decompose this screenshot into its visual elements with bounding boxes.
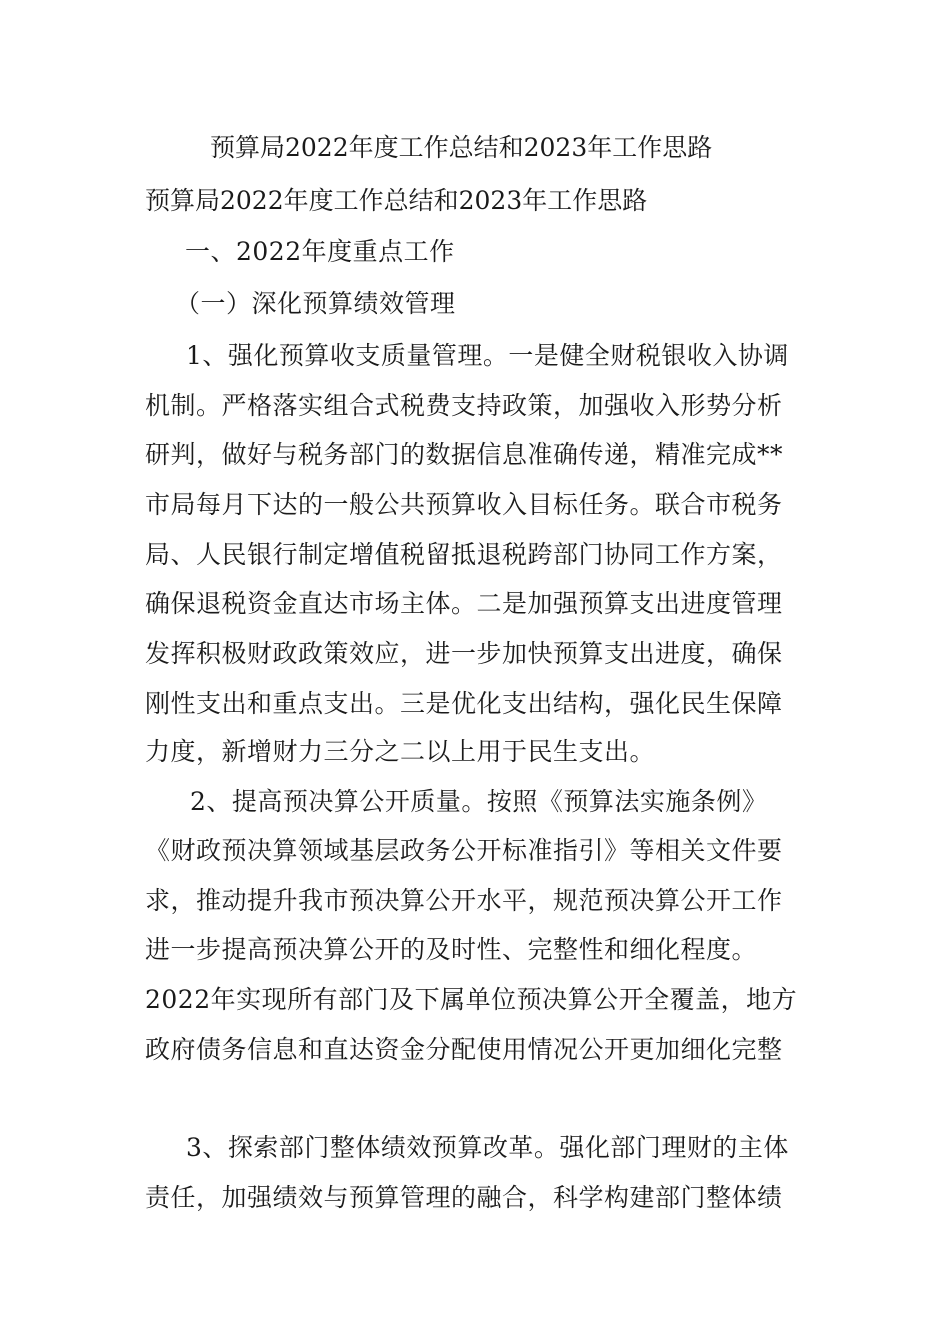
paragraph-line: 责任，加强绩效与预算管理的融合，科学构建部门整体绩 <box>145 1183 783 1212</box>
paragraph-line: 《财政预决算领域基层政务公开标准指引》等相关文件要 <box>145 836 783 865</box>
paragraph-line: 市局每月下达的一般公共预算收入目标任务。联合市税务 <box>145 490 783 519</box>
paragraph-line: 研判，做好与税务部门的数据信息准确传递，精准完成** <box>145 440 784 469</box>
document-title: 预算局2022年度工作总结和2023年工作思路 <box>210 133 713 162</box>
paragraph-line: 求，推动提升我市预决算公开水平，规范预决算公开工作 <box>145 886 783 915</box>
paragraph-line: 2、提高预决算公开质量。按照《预算法实施条例》 <box>190 787 768 816</box>
paragraph-line: 3、探索部门整体绩效预算改革。强化部门理财的主体 <box>186 1133 789 1162</box>
paragraph-line: 发挥积极财政政策效应，进一步加快预算支出进度，确保 <box>145 639 783 668</box>
paragraph-line: 刚性支出和重点支出。三是优化支出结构，强化民生保障 <box>145 689 783 718</box>
paragraph-line: 政府债务信息和直达资金分配使用情况公开更加细化完整 <box>145 1035 783 1064</box>
paragraph-line: 机制。严格落实组合式税费支持政策，加强收入形势分析 <box>145 391 783 420</box>
paragraph-line: 确保退税资金直达市场主体。二是加强预算支出进度管理 <box>145 589 783 618</box>
paragraph-line: 2022年实现所有部门及下属单位预决算公开全覆盖，地方 <box>145 985 798 1014</box>
paragraph-line: 1、强化预算收支质量管理。一是健全财税银收入协调 <box>186 341 789 370</box>
section-heading: 一、2022年度重点工作 <box>185 237 455 266</box>
document-subtitle: 预算局2022年度工作总结和2023年工作思路 <box>145 186 648 215</box>
paragraph-line: 力度，新增财力三分之二以上用于民生支出。 <box>145 737 656 766</box>
subsection-heading: （一）深化预算绩效管理 <box>175 289 456 318</box>
paragraph-line: 局、人民银行制定增值税留抵退税跨部门协同工作方案， <box>145 540 783 569</box>
paragraph-line: 进一步提高预决算公开的及时性、完整性和细化程度。 <box>145 935 758 964</box>
